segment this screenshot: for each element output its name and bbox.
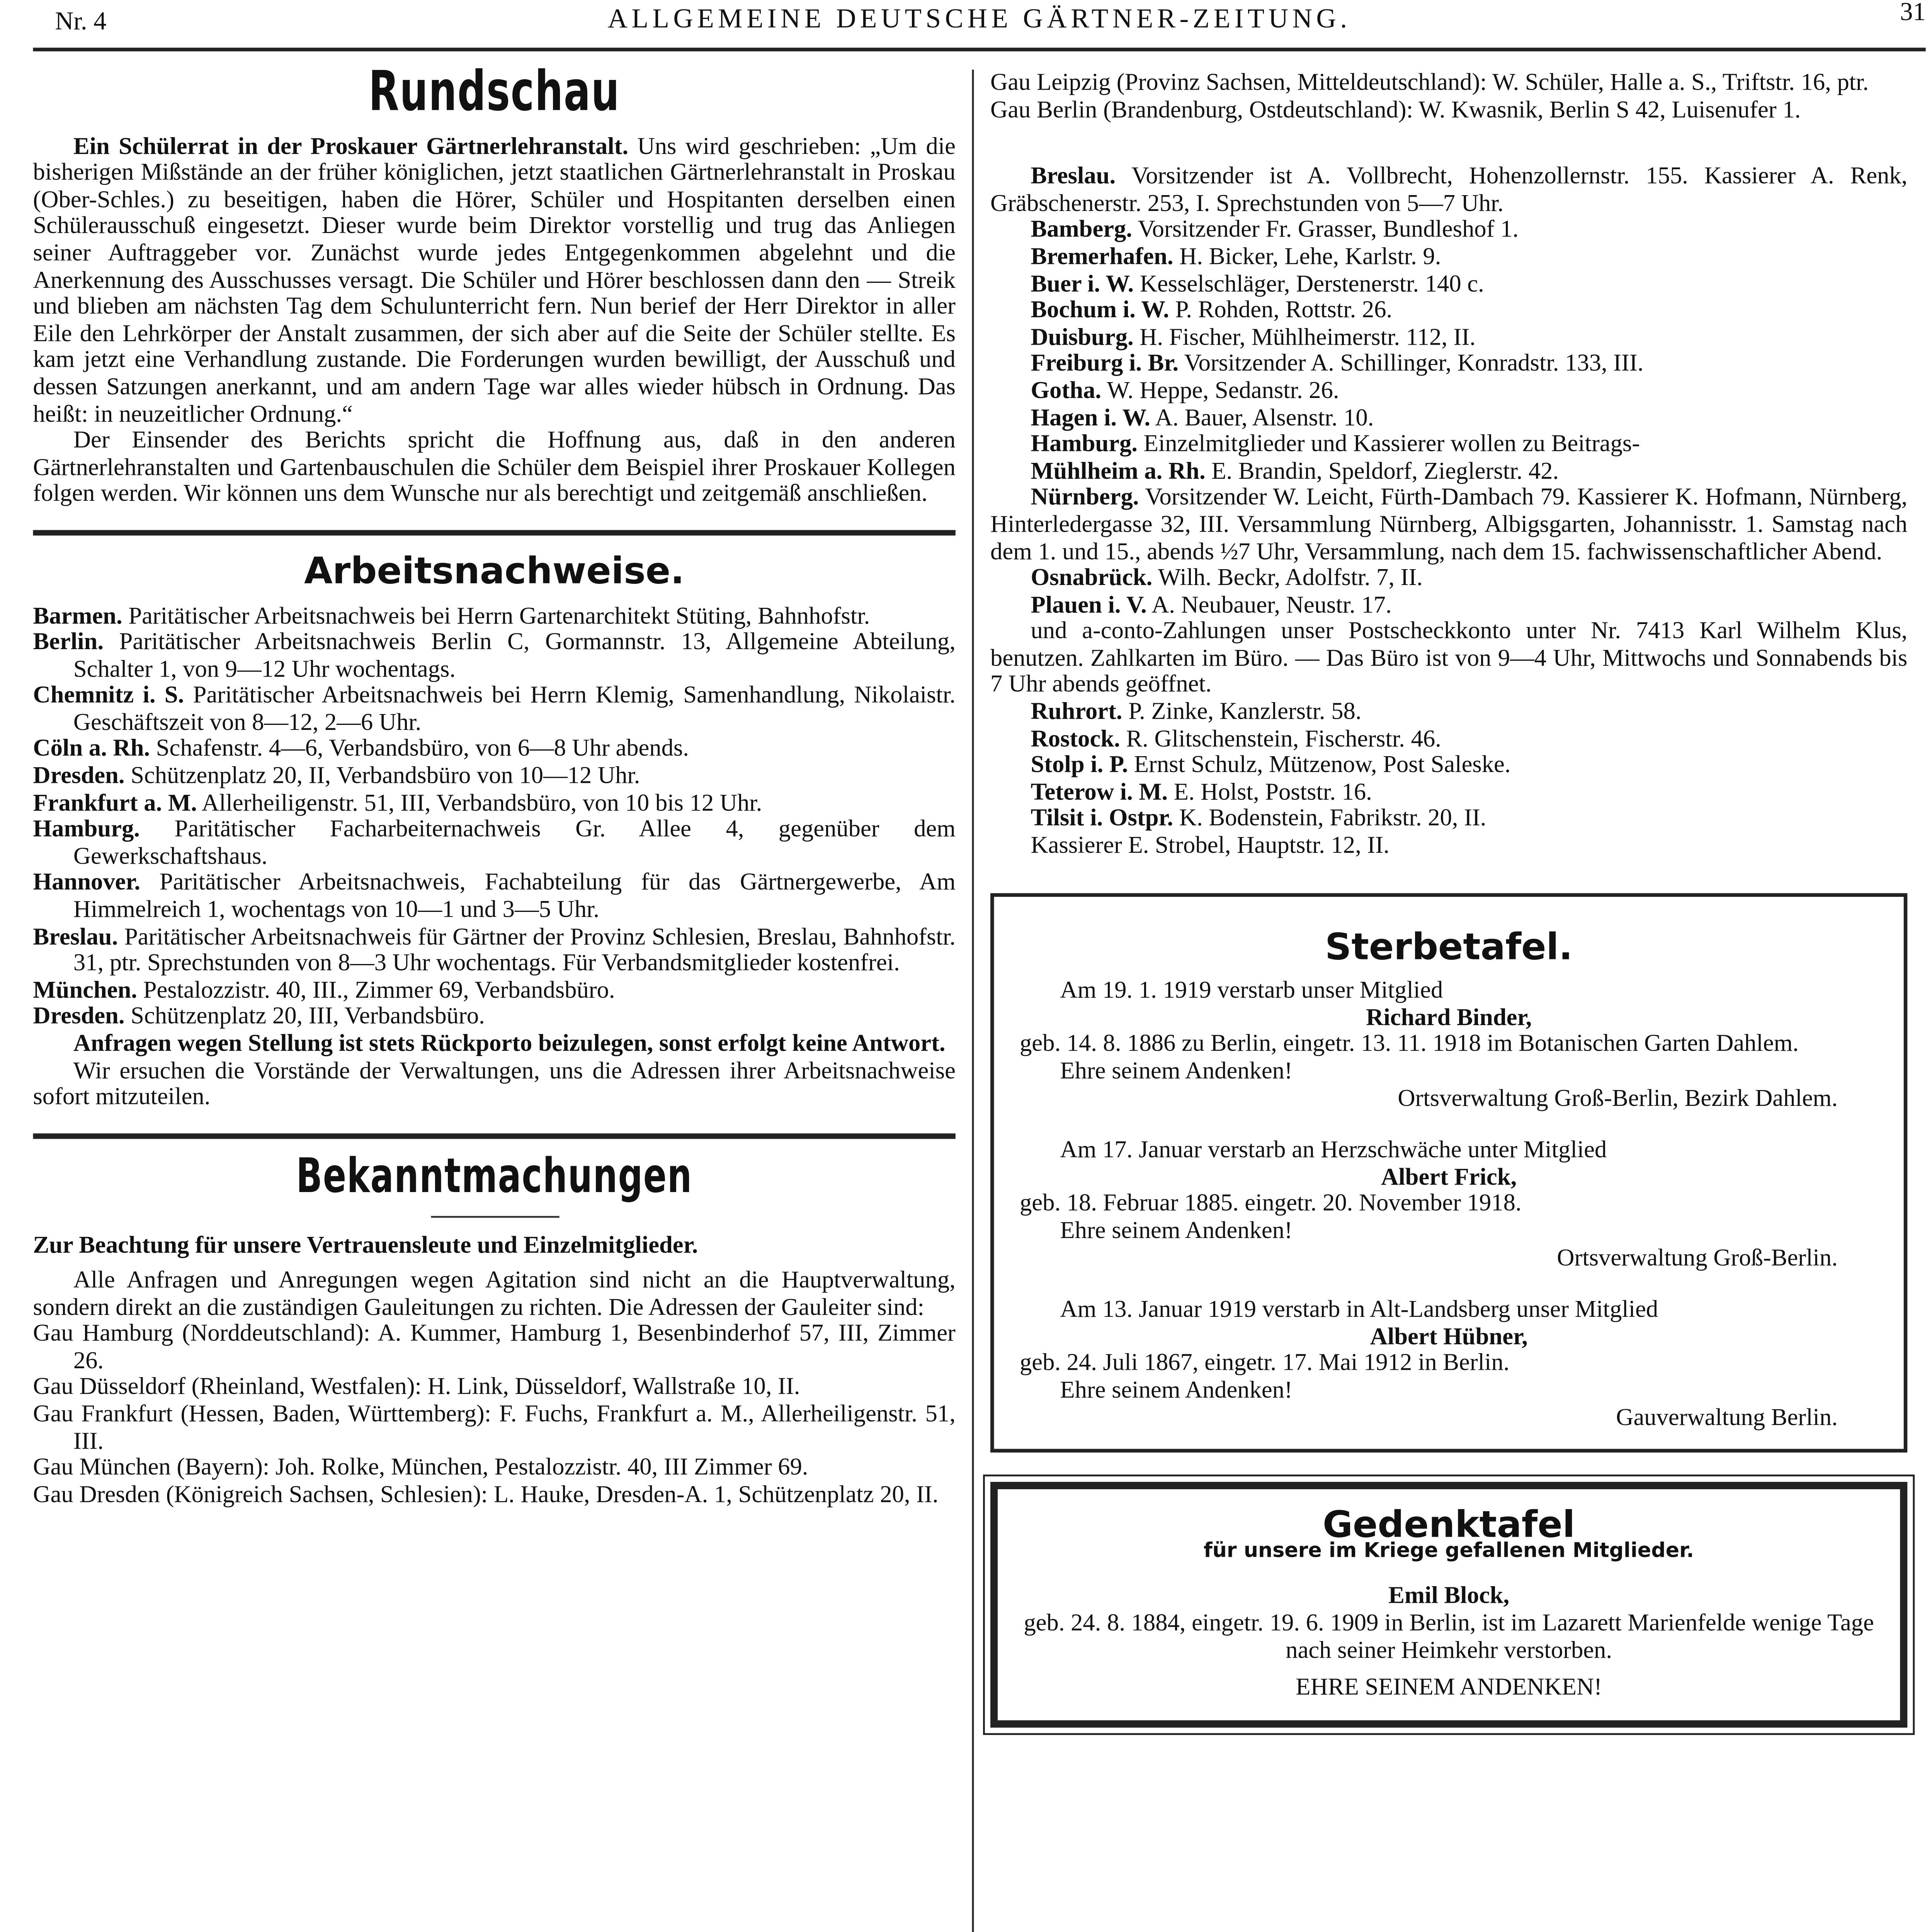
entry-text: Kassierer E. Strobel, Hauptstr. 12, II. [1031,831,1389,859]
sterbetafel-box [990,893,1907,1453]
local-chapter-entry [990,485,1907,565]
local-chapter-entry [990,244,1907,270]
obituary-signature: Ortsverwaltung Groß-Berlin. [1557,1242,1838,1270]
obituary-signature: Ortsverwaltung Groß-Berlin, Bezirk Dahlem. [1398,1083,1838,1111]
entry-city: Cöln a. Rh. [33,734,150,762]
obituary-details: geb. 14. 8. 1886 zu Berlin, eingetr. 13. 11. 1918 im Botanischen Garten Dahlem. [1019,1029,1799,1057]
entry-text: P. Rohden, Rottstr. 26. [1175,295,1393,323]
entry-text: Wilh. Beckr, Adolfstr. 7, II. [1158,563,1423,591]
entry-city: Freiburg i. Br. [1031,349,1179,377]
entry-text: Schafenstr. 4—6, Verbandsbüro, von 6—8 Uhr abends. [156,734,689,762]
bekanntmachungen-subheading: Zur Beachtung für unsere Vertrauensleute und Einzelmitglieder. [33,1231,698,1259]
rundschau-paragraph [33,133,955,428]
entry-city: Buer i. W. [1031,269,1134,296]
section-divider [33,530,955,535]
entry-text: Vorsitzender Fr. Grasser, Bundleshof 1. [1138,215,1519,243]
entry-text: Vorsitzender A. Schillinger, Konradstr. 133, III. [1184,349,1644,377]
rundschau-body: Uns wird geschrieben: „Um die bisherigen Mißstände an der früher königlichen, jetzt staatlichen Gärtnerlehranstalt in Proskau (Ober-Schles.) zu beseitigen, haben die Hörer, Schüler und Hospitanten derselben einen Schülerausschuß eingesetzt. Dieser wurde beim Direktor vorstellig und trug das Anliegen seiner Auftraggeber vor. Zunächst wurde jedes Entgegenkommen abgelehnt und die Anerkennung des Ausschusses versagt. Die Schüler und Hörer beschlossen dann den — Streik und blieben am nächsten Tag dem Schulunterricht fern. Nun berief der Herr Direktor in aller Eile den Lehrkörper der Anstalt zusammen, der sich aber auf die Seite der Schüler stellte. Es kam jetzt eine Verhandlung zustande. Die Forderungen wurden bewilligt, der Ausschuß und dessen Satzungen anerkannt, und am andern Tage war alles wieder hübsch in Ordnung. Das heißt: in neuzeitlicher Ordnung.“ [33,131,956,427]
entry-city: Plauen i. V. [1031,590,1147,618]
gau-entry: Gau München (Bayern): Joh. Rolke, München, Pestalozzistr. 40, III Zimmer 69. [33,1452,808,1480]
sterbetafel-heading: Sterbetafel. [1325,923,1573,968]
obituary-name: Albert Frick, [1381,1162,1517,1190]
arbeitsnachweis-entry [33,870,955,924]
entry-text: K. Bodenstein, Fabrikstr. 20, II. [1179,804,1486,832]
entry-city: Gotha. [1031,376,1102,403]
arbeitsnachweis-entry [33,602,955,629]
rundschau-paragraph-2: Der Einsender des Berichts spricht die Hoffnung aus, daß in den anderen Gärtnerlehranstalten und Gartenbauschulen die Schüler dem Beispiel ihrer Proskauer Kollegen folgen werden. Wir können uns dem Wunsche nur als berechtigt und zeitgemäß anschließen. [33,425,956,507]
arbeitsnachweise-note: Wir ersuchen die Vorstände der Verwaltungen, uns die Adressen ihrer Arbeitsnachweise sofort mitzuteilen. [33,1055,956,1110]
entry-text: und a-conto-Zahlungen unser Postscheckkonto unter Nr. 7413 Karl Wilhelm Klus, benutzen. Zahlkarten im Büro. — Das Büro ist von 9—4 Uhr, Mittwochs und Sonnabends bis 7 Uhr abends geöffnet. [990,617,1908,698]
local-chapter-entry [990,378,1907,404]
obituary-entry [1020,1297,1878,1430]
gau-list [33,1321,955,1508]
entry-text: Paritätischer Facharbeiternachweis Gr. Allee 4, gegenüber dem Gewerkschaftshaus. [73,815,956,869]
entry-text: Vorsitzender W. Leicht, Fürth-Dambach 79. Kassierer K. Hofmann, Nürnberg, Hinterledergasse 32, III. Versammlung Nürnberg, Albigsgarten, Johannisstr. 1. Samstag nach dem 1. und 15., abends ½7 Uhr, Versammlung, nach dem 15. fachwissenschaftlicher Abend. [990,483,1908,564]
local-chapter-entry [990,565,1907,592]
local-chapter-entry [990,726,1907,752]
obituary-signature: Gauverwaltung Berlin. [1616,1402,1838,1430]
entry-city: Bremerhafen. [1031,242,1173,270]
obituary-honor: Ehre seinem Andenken! [1060,1216,1293,1243]
obituary-honor: Ehre seinem Andenken! [1060,1375,1293,1403]
entry-city: Berlin. [33,627,104,655]
obituary-entry [1019,1135,1878,1271]
gau-entry: Gau Berlin (Brandenburg, Ostdeutschland): W. Kwasnik, Berlin S 42, Luisenufer 1. [990,94,1801,122]
entry-city: Barmen. [33,600,122,628]
entry-text: W. Heppe, Sedanstr. 26. [1107,376,1339,403]
arbeitsnachweis-entry [33,923,955,977]
column-divider [972,70,974,1932]
obituary-intro: Am 17. Januar verstarb an Herzschwäche unter Mitglied [1060,1135,1607,1163]
local-chapter-entry [990,619,1907,699]
entry-text: E. Brandin, Speldorf, Zieglerstr. 42. [1211,456,1559,484]
arbeitsnachweis-entry [33,736,955,763]
gedenktafel-box [990,1482,1907,1727]
entry-city: Teterow i. M. [1031,777,1168,805]
entry-city: Duisburg. [1031,322,1134,350]
entry-city: Stolp i. P. [1031,750,1128,778]
local-chapter-entry [990,402,1907,431]
entry-city: Hamburg. [33,815,140,842]
entry-text: Schützenplatz 20, II, Verbandsbüro von 10—12 Uhr. [131,761,640,789]
arbeitsnachweis-entry [33,629,955,683]
local-chapter-entry [990,163,1907,217]
left-column [33,60,956,1508]
entry-city: Bochum i. W. [1031,295,1169,323]
obituary-details: geb. 24. Juli 1867, eingetr. 17. Mai 1912 in Berlin. [1019,1349,1510,1376]
masthead-title: ALLGEMEINE DEUTSCHE GÄRTNER-ZEITUNG. [607,5,1351,35]
entry-city: Hamburg. [1031,429,1138,457]
entry-city: Osnabrück. [1031,563,1153,591]
gau-entry: Gau Hamburg (Norddeutschland): A. Kummer, Hamburg 1, Besenbinderhof 57, III, Zimmer 26. [33,1319,956,1373]
obituary-entry [1020,978,1878,1112]
entry-text: Einzelmitglieder und Kassierer wollen zu Beitrags- [1143,429,1640,457]
entry-text: Vorsitzender ist A. Vollbrecht, Hohenzollernstr. 155. Kassierer A. Renk, Gräbschenerstr. 253, I. Sprechstunden von 5—7 Uhr. [990,162,1908,216]
entry-city: Mühlheim a. Rh. [1031,456,1206,484]
entry-text: Paritätischer Arbeitsnachweis Berlin C, Gormannstr. 13, Allgemeine Abteilung, Schalter 1, von 9—12 Uhr wochentags. [73,627,956,682]
entry-text: Paritätischer Arbeitsnachweis, Fachabteilung für das Gärtnergewerbe, Am Himmelreich 1, wochentags von 10—1 und 3—5 Uhr. [73,868,956,923]
entry-text: Schützenplatz 20, III, Verbandsbüro. [131,1002,485,1030]
entry-text: Paritätischer Arbeitsnachweis bei Herrn Klemig, Samenhandlung, Nikolaistr. Geschäftszeit von 8—12, 2—6 Uhr. [73,681,956,735]
page-number: 31 [1900,0,1926,28]
entry-city: Breslau. [33,922,118,949]
arbeitsnachweise-heading: Arbeitsnachweise. [304,548,685,592]
section-divider [33,1133,955,1138]
entry-city: Nürnberg. [1031,483,1139,510]
heading-underline [430,1217,558,1219]
entry-city: Dresden. [33,1002,125,1030]
entry-city: Bamberg. [1031,215,1133,243]
entry-text: H. Bicker, Lehe, Karlstr. 9. [1179,242,1441,270]
obituary-name: Richard Binder, [1366,1003,1532,1031]
local-chapter-entry [990,699,1907,726]
gau-entry: Gau Dresden (Königreich Sachsen, Schlesien): L. Hauke, Dresden-A. 1, Schützenplatz 20, II. [33,1480,939,1507]
local-chapter-entry [990,779,1907,806]
entry-text: Paritätischer Arbeitsnachweis für Gärtner der Provinz Schlesien, Breslau, Bahnhofstr. 31, ptr. Sprechstunden von 8—3 Uhr wochentags. Für Verbandsmitglieder kostenfrei. [73,922,956,976]
gau-entry: Gau Düsseldorf (Rheinland, Westfalen): H. Link, Düsseldorf, Wallstraße 10, II. [33,1372,800,1400]
gedenktafel-name: Emil Block, [1388,1581,1510,1609]
local-chapter-entry [990,752,1907,779]
local-chapter-entry [990,295,1907,324]
gedenktafel-subheading: für unsere im Kriege gefallenen Mitglieder. [1204,1538,1694,1562]
local-chapter-entry [990,833,1907,859]
entry-text: H. Fischer, Mühlheimerstr. 112, II. [1139,322,1476,350]
entry-city: Rostock. [1031,724,1120,752]
entry-city: Frankfurt a. M. [33,788,197,816]
entry-text: A. Bauer, Alsenstr. 10. [1155,402,1374,430]
entry-text: P. Zinke, Kanzlerstr. 58. [1128,697,1362,725]
entry-city: Dresden. [33,761,125,789]
obituary-intro: Am 19. 1. 1919 verstarb unser Mitglied [1060,976,1443,1004]
arbeitsnachweise-list [33,602,955,1031]
entry-text: Pestalozzistr. 40, III., Zimmer 69, Verbandsbüro. [143,975,615,1003]
local-chapter-entry [990,217,1907,244]
local-chapter-entry [990,458,1907,485]
rundschau-lead: Ein Schülerrat in der Proskauer Gärtnerlehranstalt. [73,131,629,159]
local-chapter-entry [990,806,1907,833]
arbeitsnachweis-entry [33,977,955,1004]
entry-text: A. Neubauer, Neustr. 17. [1151,590,1392,618]
arbeitsnachweis-entry [33,816,955,870]
entry-city: Breslau. [1031,162,1116,189]
gau-list-continued [990,70,1907,123]
obituary-name: Albert Hübner, [1370,1321,1528,1350]
local-chapter-entry [990,270,1907,297]
gedenktafel-details: geb. 24. 8. 1884, eingetr. 19. 6. 1909 in Berlin, ist im Lazarett Marienfelde wenige Tage nach seiner Heimkehr verstorben. [1024,1608,1874,1663]
entry-city: Ruhrort. [1031,697,1122,725]
entry-city: Hannover. [33,868,141,896]
entry-text: Allerheiligenstr. 51, III, Verbandsbüro, von 10 bis 12 Uhr. [201,788,762,816]
bekanntmachungen-heading: Bekanntmachungen [296,1149,692,1205]
arbeitsnachweise-note-bold: Anfragen wegen Stellung ist stets Rückporto beizulegen, sonst erfolgt keine Antwort. [73,1029,946,1056]
right-column [990,70,1907,1727]
entry-text: Ernst Schulz, Mützenow, Post Saleske. [1134,750,1511,778]
page-header [33,0,1925,51]
entry-text: Paritätischer Arbeitsnachweis bei Herrn Gartenarchitekt Stüting, Bahnhofstr. [128,600,870,628]
issue-number: Nr. 4 [55,9,107,37]
entry-city: Hagen i. W. [1031,402,1151,430]
gedenktafel-honor: EHRE SEINEM ANDENKEN! [1296,1673,1602,1701]
arbeitsnachweis-entry [33,763,955,790]
entry-city: Tilsit i. Ostpr. [1031,804,1173,832]
local-chapter-entry [990,431,1907,458]
gedenktafel-heading: Gedenktafel [1323,1502,1575,1546]
arbeitsnachweis-entry [33,1004,955,1031]
entry-text: R. Glitschenstein, Fischerstr. 46. [1126,724,1441,752]
entry-city: Chemnitz i. S. [33,681,184,709]
bekanntmachungen-intro: Alle Anfragen und Anregungen wegen Agitation sind nicht an die Hauptverwaltung, sondern direkt an die zuständigen Gauleitungen zu richten. Die Adressen der Gauleiter sind: [33,1265,956,1320]
arbeitsnachweis-entry [33,790,955,816]
local-chapter-entry [990,592,1907,619]
obituary-intro: Am 13. Januar 1919 verstarb in Alt-Landsberg unser Mitglied [1060,1295,1658,1323]
obituary-details: geb. 18. Februar 1885. eingetr. 20. November 1918. [1019,1189,1522,1217]
local-chapter-entry [990,351,1907,378]
gau-entry: Gau Leipzig (Provinz Sachsen, Mitteldeutschland): W. Schüler, Halle a. S., Triftstr. 16, ptr. [990,68,1869,95]
local-chapters-list [990,163,1907,859]
arbeitsnachweis-entry [33,683,955,736]
gau-entry: Gau Frankfurt (Hessen, Baden, Württemberg): F. Fuchs, Frankfurt a. M., Allerheiligenstr. 51, III. [33,1399,956,1454]
entry-city: München. [33,975,138,1003]
obituary-honor: Ehre seinem Andenken! [1060,1056,1293,1084]
entry-text: Kesselschläger, Derstenerstr. 140 c. [1139,269,1484,296]
obituary-list [1020,978,1878,1431]
rundschau-heading: Rundschau [368,60,620,125]
entry-text: E. Holst, Poststr. 16. [1173,777,1372,805]
local-chapter-entry [990,324,1907,351]
